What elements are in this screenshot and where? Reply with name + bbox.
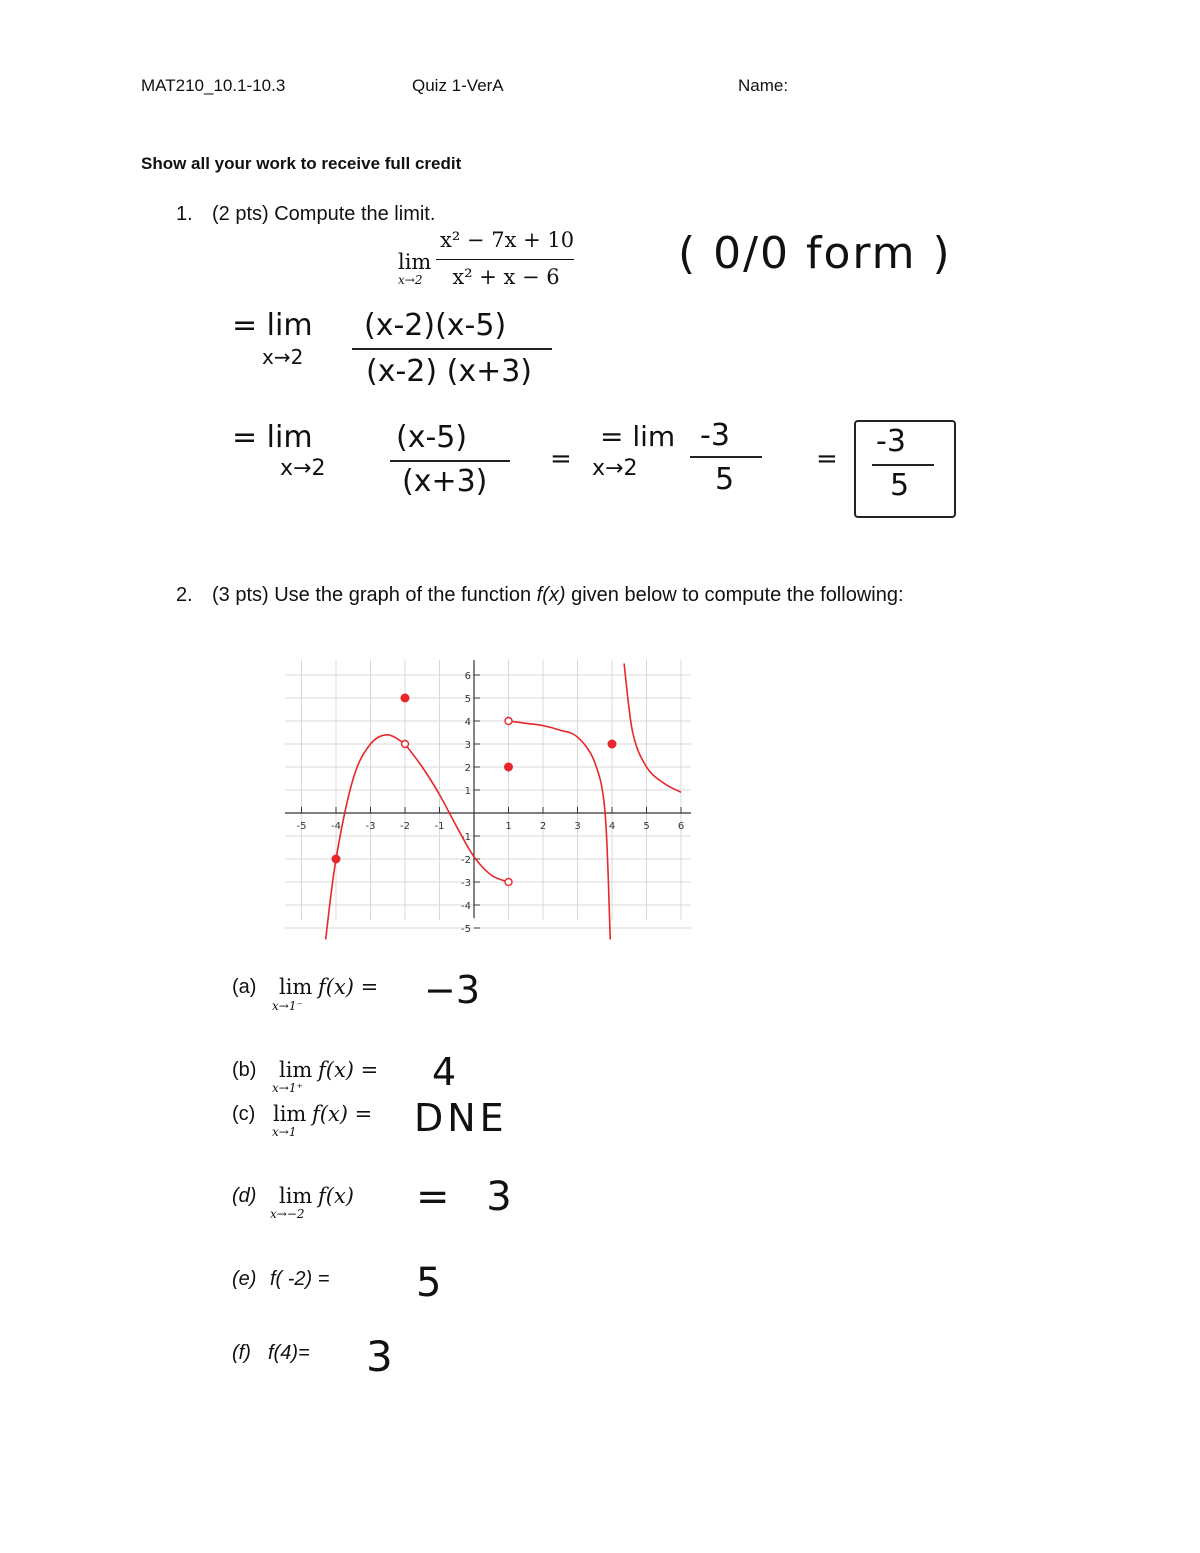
part-c-answer: DNE bbox=[414, 1096, 508, 1140]
q1-lim-sub: x→2 bbox=[398, 273, 423, 287]
q1-number: 1. bbox=[176, 203, 193, 225]
y-tick-label: 3 bbox=[464, 740, 471, 751]
q1-prompt: (2 pts) Compute the limit. bbox=[212, 203, 436, 225]
open-point bbox=[505, 879, 512, 886]
closed-point bbox=[332, 855, 340, 863]
q2-number: 2. bbox=[176, 584, 193, 606]
curve-segment-4 bbox=[624, 664, 681, 793]
part-d-label: (d) bbox=[232, 1185, 257, 1207]
part-b-lim: lim bbox=[279, 1058, 313, 1082]
x-tick-label: -2 bbox=[400, 821, 410, 832]
part-a-expr: f(x) = bbox=[318, 975, 379, 999]
q2-prompt-fx: f(x) bbox=[536, 584, 566, 606]
y-tick-label: 5 bbox=[464, 694, 471, 705]
y-tick-label: -1 bbox=[461, 832, 471, 843]
step2-sub: x→2 bbox=[280, 456, 326, 481]
y-tick-label: 6 bbox=[464, 671, 471, 682]
step3-bar bbox=[690, 456, 762, 458]
y-tick-label: -2 bbox=[461, 855, 471, 866]
part-a-label: (a) bbox=[232, 976, 257, 998]
name-label: Name: bbox=[738, 76, 789, 95]
answer-bar bbox=[872, 464, 934, 466]
answer-denominator: 5 bbox=[890, 468, 910, 503]
part-f-label: (f) bbox=[232, 1342, 251, 1364]
step2-bar bbox=[390, 460, 510, 462]
x-tick-label: -4 bbox=[331, 821, 341, 832]
x-tick-label: 3 bbox=[574, 821, 581, 832]
closed-point bbox=[505, 763, 513, 771]
form-note: ( 0/0 form ) bbox=[678, 228, 952, 279]
part-b-answer: 4 bbox=[432, 1050, 457, 1094]
step1-denominator: (x-2) (x+3) bbox=[366, 354, 532, 389]
part-a-answer: −3 bbox=[424, 968, 481, 1012]
step1-sub: x→2 bbox=[262, 345, 304, 369]
x-tick-label: -1 bbox=[434, 821, 445, 832]
q1-denominator: x² + x − 6 bbox=[452, 265, 560, 289]
step3-numerator: -3 bbox=[700, 418, 730, 453]
open-point bbox=[505, 718, 512, 725]
part-e-label: (e) bbox=[232, 1268, 257, 1290]
open-point bbox=[402, 741, 409, 748]
part-d-expr: f(x) bbox=[318, 1184, 355, 1208]
q1-fraction-bar bbox=[436, 259, 574, 260]
x-tick-label: -5 bbox=[296, 821, 307, 832]
part-f-expr: f(4)= bbox=[268, 1342, 310, 1364]
y-tick-label: -3 bbox=[461, 878, 471, 889]
part-c-expr: f(x) = bbox=[312, 1102, 373, 1126]
x-tick-label: -3 bbox=[365, 821, 376, 832]
part-d-sub: x→−2 bbox=[270, 1207, 305, 1221]
q2-prompt-before: (3 pts) Use the graph of the function bbox=[212, 584, 537, 606]
step3-lim: = lim bbox=[600, 420, 676, 453]
closed-point bbox=[401, 694, 409, 702]
course-code: MAT210_10.1-10.3 bbox=[141, 76, 286, 95]
graph-grid bbox=[285, 660, 691, 928]
x-tick-label: 1 bbox=[505, 821, 512, 832]
step1-numerator: (x-2)(x-5) bbox=[364, 308, 507, 343]
part-b-label: (b) bbox=[232, 1059, 257, 1081]
part-f-answer: 3 bbox=[366, 1332, 393, 1381]
x-tick-label: 6 bbox=[677, 821, 685, 832]
part-e-expr: f( -2) = bbox=[270, 1268, 330, 1290]
q2-prompt bbox=[212, 584, 904, 607]
curve-segment-3 bbox=[509, 721, 611, 940]
step2-denominator: (x+3) bbox=[402, 464, 488, 499]
q1-lim-word: lim bbox=[398, 250, 432, 274]
function-graph bbox=[283, 656, 695, 935]
part-b-sub: x→1⁺ bbox=[272, 1081, 303, 1095]
step2-numerator: (x-5) bbox=[396, 420, 468, 455]
part-d-answer: = 3 bbox=[416, 1174, 524, 1220]
x-tick-label: 2 bbox=[539, 821, 547, 832]
graph-curves bbox=[326, 664, 681, 940]
step1-bar bbox=[352, 348, 552, 350]
instructions: Show all your work to receive full credit bbox=[141, 154, 462, 173]
y-tick-label: 1 bbox=[464, 786, 471, 797]
equals-1: = bbox=[550, 444, 572, 474]
y-tick-label: 4 bbox=[464, 717, 471, 728]
curve-segment-1 bbox=[326, 735, 405, 940]
y-tick-label: -4 bbox=[461, 901, 471, 912]
part-c-label: (c) bbox=[232, 1103, 256, 1125]
part-a-lim: lim bbox=[279, 975, 313, 999]
quiz-title: Quiz 1-VerA bbox=[412, 76, 504, 95]
part-c-sub: x→1 bbox=[272, 1125, 297, 1139]
y-tick-label: 2 bbox=[464, 763, 471, 774]
answer-numerator: -3 bbox=[876, 424, 906, 459]
step2-lim: = lim bbox=[232, 420, 313, 455]
closed-point bbox=[608, 740, 616, 748]
part-c-lim: lim bbox=[273, 1102, 307, 1126]
q2-prompt-after: given below to compute the following: bbox=[565, 584, 904, 606]
step3-sub: x→2 bbox=[592, 456, 638, 481]
part-a-sub: x→1⁻ bbox=[272, 999, 303, 1013]
step1-lim: = lim bbox=[232, 308, 313, 343]
x-tick-label: 4 bbox=[608, 821, 616, 832]
part-e-answer: 5 bbox=[416, 1260, 442, 1306]
graph-axes bbox=[285, 660, 691, 918]
x-tick-label: 5 bbox=[643, 821, 650, 832]
part-d-lim: lim bbox=[279, 1184, 313, 1208]
part-b-expr: f(x) = bbox=[318, 1058, 379, 1082]
q1-numerator: x² − 7x + 10 bbox=[440, 228, 575, 252]
y-tick-label: -5 bbox=[461, 924, 471, 935]
graph-ticks bbox=[297, 671, 685, 935]
equals-2: = bbox=[816, 444, 838, 474]
step3-denominator: 5 bbox=[715, 462, 735, 497]
